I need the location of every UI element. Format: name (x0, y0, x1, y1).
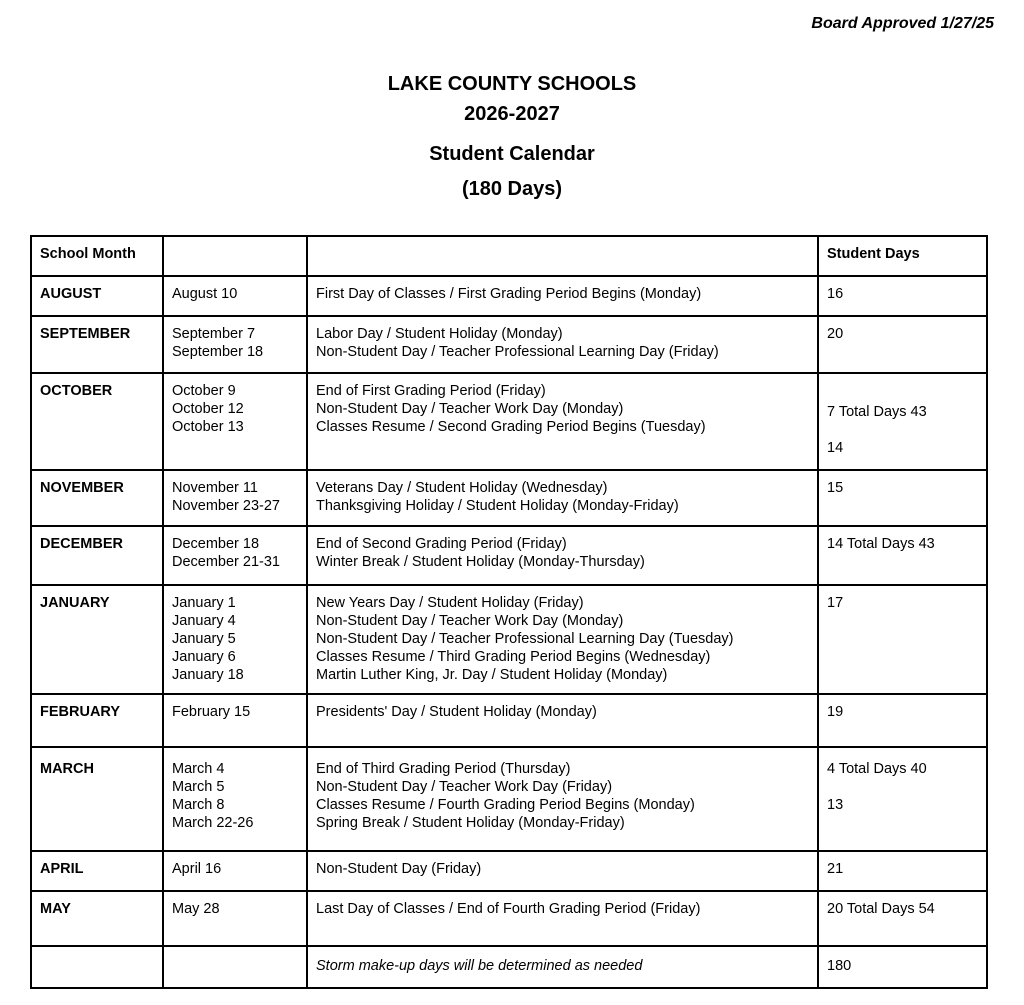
table-row (31, 276, 987, 316)
event-item: Classes Resume / Third Grading Period Begins (Wednesday) (316, 649, 711, 665)
board-approved-note: Board Approved 1/27/25 (811, 15, 994, 32)
dates-cell (163, 316, 307, 373)
date-item: February 15 (172, 704, 251, 720)
table-row (31, 316, 987, 373)
events-cell (307, 526, 818, 585)
dates-cell (163, 694, 307, 747)
days-cell (818, 316, 987, 373)
date-item: August 10 (172, 286, 238, 302)
days-item: 20 Total Days 54 (827, 901, 935, 917)
table-row (31, 470, 987, 526)
days-item: 20 (827, 326, 844, 342)
events-cell (307, 694, 818, 747)
header-school-month: School Month (31, 236, 163, 276)
event-item: First Day of Classes / First Grading Period Begins (Monday) (316, 286, 702, 302)
date-item: December 18 (172, 536, 260, 552)
date-item: November 23-27 (172, 498, 280, 514)
date-item: March 8 (172, 797, 225, 813)
event-item: Last Day of Classes / End of Fourth Grading Period (Friday) (316, 901, 701, 917)
date-item: March 22-26 (172, 815, 254, 831)
event-item: Spring Break / Student Holiday (Monday-Friday) (316, 815, 625, 831)
days-cell (818, 694, 987, 747)
day-count: (180 Days) (461, 178, 563, 200)
month-cell (31, 946, 163, 988)
date-item: March 4 (172, 761, 225, 777)
events-cell (307, 585, 818, 694)
event-item: Non-Student Day / Teacher Professional Learning Day (Tuesday) (316, 631, 734, 647)
month-cell: MAY (31, 891, 163, 946)
dates-cell (163, 373, 307, 470)
event-item: Winter Break / Student Holiday (Monday-Thursday) (316, 554, 645, 570)
event-item: Non-Student Day / Teacher Work Day (Friday) (316, 779, 613, 795)
date-item: October 12 (172, 401, 244, 417)
event-item: End of Second Grading Period (Friday) (316, 536, 567, 552)
event-item: Presidents' Day / Student Holiday (Monday) (316, 704, 597, 720)
table-row (31, 694, 987, 747)
days-item: 13 (827, 797, 844, 813)
days-cell (818, 373, 987, 470)
district-name: LAKE COUNTY SCHOOLS (387, 73, 637, 95)
dates-cell (163, 276, 307, 316)
date-item: October 13 (172, 419, 244, 435)
date-item: January 1 (172, 595, 236, 611)
event-item: End of Third Grading Period (Thursday) (316, 761, 571, 777)
days-cell (818, 585, 987, 694)
date-item: October 9 (172, 383, 236, 399)
dates-cell (163, 526, 307, 585)
events-cell (307, 851, 818, 891)
header-events (307, 236, 818, 276)
days-item: 17 (827, 595, 844, 611)
date-item: April 16 (172, 861, 222, 877)
dates-cell (163, 851, 307, 891)
events-cell (307, 891, 818, 946)
dates-cell (163, 585, 307, 694)
table-row (31, 373, 987, 470)
event-item: End of First Grading Period (Friday) (316, 383, 546, 399)
date-item: January 18 (172, 667, 244, 683)
event-item: Non-Student Day / Teacher Work Day (Monday) (316, 613, 624, 629)
event-item: New Years Day / Student Holiday (Friday) (316, 595, 584, 611)
days-item: 21 (827, 861, 844, 877)
month-cell: MARCH (31, 747, 163, 851)
event-item: Classes Resume / Fourth Grading Period Begins (Monday) (316, 797, 695, 813)
month-cell: OCTOBER (31, 373, 163, 470)
events-cell (307, 276, 818, 316)
month-cell: APRIL (31, 851, 163, 891)
event-item: Non-Student Day / Teacher Work Day (Monday) (316, 401, 624, 417)
days-cell (818, 851, 987, 891)
dates-cell (163, 946, 307, 988)
table-row (31, 851, 987, 891)
events-cell (307, 373, 818, 470)
days-cell (818, 470, 987, 526)
date-item: September 18 (172, 344, 264, 360)
days-item: 15 (827, 480, 844, 496)
title-block (0, 70, 1024, 201)
storm-makeup-note: Storm make-up days will be determined as needed (316, 958, 643, 974)
month-cell: JANUARY (31, 585, 163, 694)
events-cell (307, 747, 818, 851)
date-item: January 5 (172, 631, 236, 647)
date-item: November 11 (172, 480, 258, 496)
table-row (31, 526, 987, 585)
month-cell: FEBRUARY (31, 694, 163, 747)
days-item: 7 Total Days 43 (827, 404, 927, 420)
date-item: March 5 (172, 779, 225, 795)
days-cell (818, 747, 987, 851)
table-row (31, 891, 987, 946)
table-row (31, 946, 987, 988)
event-item: Classes Resume / Second Grading Period Begins (Tuesday) (316, 419, 706, 435)
events-cell (307, 946, 818, 988)
header-student-days: Student Days (818, 236, 987, 276)
days-item: 14 Total Days 43 (827, 536, 935, 552)
dates-cell (163, 747, 307, 851)
days-item: 4 Total Days 40 (827, 761, 927, 777)
month-cell: AUGUST (31, 276, 163, 316)
event-item: Non-Student Day / Teacher Professional Learning Day (Friday) (316, 344, 719, 360)
table-header-row (31, 236, 987, 276)
date-item: January 6 (172, 649, 236, 665)
calendar-table (30, 235, 988, 989)
month-cell: NOVEMBER (31, 470, 163, 526)
event-item: Veterans Day / Student Holiday (Wednesday) (316, 480, 608, 496)
dates-cell (163, 891, 307, 946)
days-cell (818, 276, 987, 316)
date-item: September 7 (172, 326, 256, 342)
header-dates (163, 236, 307, 276)
events-cell (307, 316, 818, 373)
event-item: Thanksgiving Holiday / Student Holiday (Monday-Friday) (316, 498, 679, 514)
days-cell (818, 891, 987, 946)
school-year: 2026-2027 (464, 103, 560, 125)
event-item: Labor Day / Student Holiday (Monday) (316, 326, 563, 342)
total-days: 180 (827, 958, 852, 974)
days-item: 14 (827, 440, 844, 456)
event-item: Martin Luther King, Jr. Day / Student Holiday (Monday) (316, 667, 668, 683)
date-item: December 21-31 (172, 554, 280, 570)
event-item: Non-Student Day (Friday) (316, 861, 482, 877)
date-item: May 28 (172, 901, 220, 917)
days-item: 16 (827, 286, 844, 302)
events-cell (307, 470, 818, 526)
table-row (31, 747, 987, 851)
month-cell: DECEMBER (31, 526, 163, 585)
days-cell (818, 946, 987, 988)
date-item: January 4 (172, 613, 236, 629)
dates-cell (163, 470, 307, 526)
calendar-title: Student Calendar (429, 143, 595, 165)
month-cell: SEPTEMBER (31, 316, 163, 373)
days-cell (818, 526, 987, 585)
days-item: 19 (827, 704, 844, 720)
table-row (31, 585, 987, 694)
